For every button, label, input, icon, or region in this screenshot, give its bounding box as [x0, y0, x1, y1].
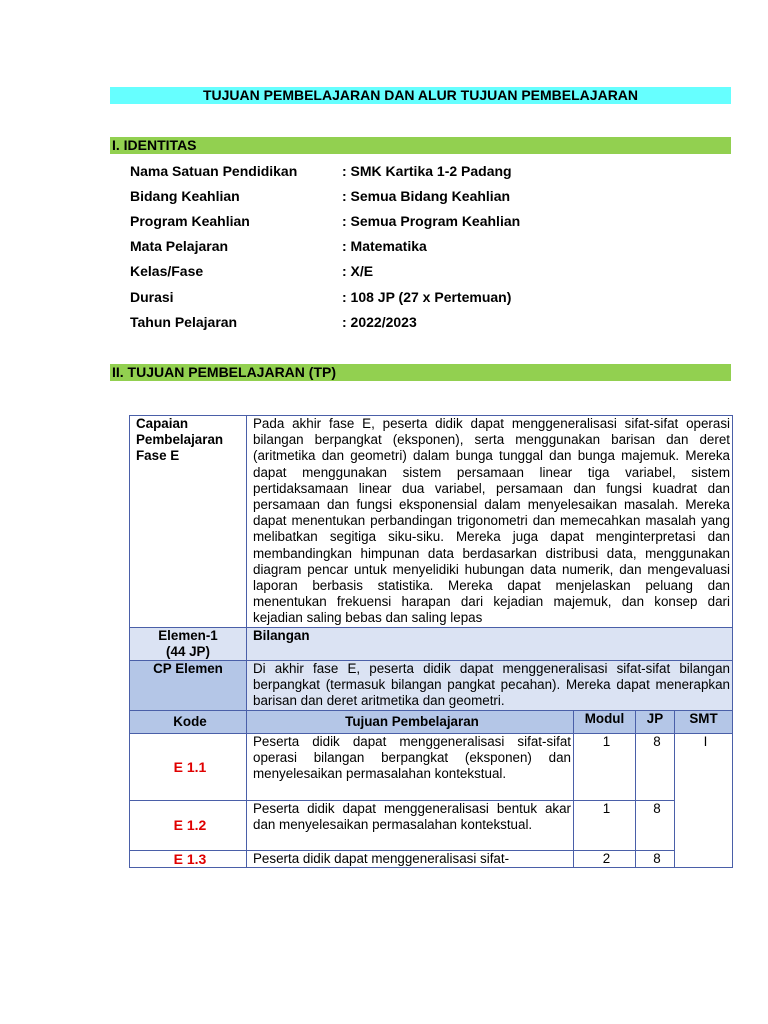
table-row — [130, 800, 733, 850]
header-kode: Kode — [130, 710, 247, 733]
table-row — [130, 850, 733, 867]
elemen-value: Bilangan — [247, 627, 733, 660]
cp-elemen-row — [130, 661, 733, 711]
identitas-label: Kelas/Fase — [130, 263, 204, 279]
row-kode: E 1.1 — [130, 733, 247, 800]
elemen-jp: (44 JP) — [166, 643, 210, 659]
section-identitas-heading: I. IDENTITAS — [110, 137, 731, 154]
capaian-label: Capaian Pembelajaran Fase E — [130, 416, 247, 628]
identitas-label: Nama Satuan Pendidikan — [130, 163, 298, 179]
row-kode: E 1.3 — [130, 850, 247, 867]
row-kode: E 1.2 — [130, 800, 247, 850]
elemen-row — [130, 627, 733, 660]
row-jp: 8 — [636, 733, 675, 800]
cp-elemen-label: CP Elemen — [130, 661, 247, 711]
row-jp: 8 — [636, 800, 675, 850]
row-tujuan: Peserta didik dapat menggeneralisasi sifat- — [247, 850, 574, 867]
identitas-value: : Semua Program Keahlian — [342, 213, 521, 229]
row-jp: 8 — [636, 850, 675, 867]
cp-elemen-text: Di akhir fase E, peserta didik dapat menggeneralisasi sifat-sifat bilangan berpangkat (termasuk bilangan pangkat pecahan). Mereka dapat menerapkan barisan dan deret aritmetika dan geometri. — [247, 661, 733, 711]
identitas-value: : SMK Kartika 1-2 Padang — [342, 163, 512, 179]
section-tp-heading: II. TUJUAN PEMBELAJARAN (TP) — [110, 364, 731, 381]
elemen-name: Elemen-1 — [158, 627, 218, 643]
identitas-value: : 2022/2023 — [342, 314, 417, 330]
tujuan-pembelajaran-table — [129, 415, 733, 868]
header-tujuan: Tujuan Pembelajaran — [247, 710, 574, 733]
identitas-value: : X/E — [342, 263, 374, 279]
document-title: TUJUAN PEMBELAJARAN DAN ALUR TUJUAN PEMBELAJARAN — [110, 87, 731, 104]
identitas-label: Mata Pelajaran — [130, 238, 229, 254]
capaian-row — [130, 416, 733, 628]
row-tujuan: Peserta didik dapat menggeneralisasi sifat-sifat operasi bilangan berpangkat (eksponen) dan menyelesaikan permasalahan kontekstual. — [247, 733, 574, 800]
row-modul: 1 — [574, 733, 636, 800]
row-smt: I — [675, 733, 733, 867]
identitas-value: : 108 JP (27 x Pertemuan) — [342, 289, 512, 305]
table-row — [130, 733, 733, 800]
header-modul: Modul — [574, 710, 636, 733]
header-jp: JP — [636, 710, 675, 733]
elemen-label — [130, 627, 247, 660]
table-header-row — [130, 710, 733, 733]
identitas-value: : Semua Bidang Keahlian — [342, 188, 511, 204]
header-smt: SMT — [675, 710, 733, 733]
identitas-label: Tahun Pelajaran — [130, 314, 238, 330]
identitas-label: Bidang Keahlian — [130, 188, 240, 204]
identitas-value: : Matematika — [342, 238, 427, 254]
row-tujuan: Peserta didik dapat menggeneralisasi bentuk akar dan menyelesaikan permasalahan kontekstual. — [247, 800, 574, 850]
row-modul: 2 — [574, 850, 636, 867]
capaian-text: Pada akhir fase E, peserta didik dapat menggeneralisasi sifat-sifat operasi bilangan berpangkat (eksponen), serta menggunakan barisan dan deret (aritmetika dan geometri) dalam bunga tunggal dan bunga majemuk. Mereka dapat menggunakan sistem persamaan linear tiga variabel, sistem pertidaksamaan linear dua variabel, persamaan dan fungsi kuadrat dan persamaan dan fungsi eksponensial dalam menyelesaikan masalah. Mereka dapat menentukan perbandingan trigonometri dan memecahkan masalah yang melibatkan segitiga siku-siku. Mereka juga dapat menginterpretasi dan membandingkan himpunan data berdasarkan distribusi data, menggunakan diagram pencar untuk menyelidiki hubungan data numerik, dan mengevaluasi laporan berbasis statistika. Mereka dapat menjelaskan peluang dan menentukan frekuensi harapan dari kejadian majemuk, dan konsep dari kejadian saling bebas dan saling lepas — [247, 416, 733, 628]
identitas-label: Durasi — [130, 289, 174, 305]
row-modul: 1 — [574, 800, 636, 850]
identitas-label: Program Keahlian — [130, 213, 250, 229]
